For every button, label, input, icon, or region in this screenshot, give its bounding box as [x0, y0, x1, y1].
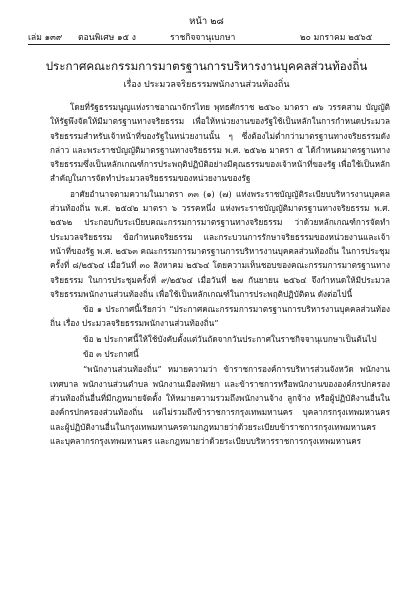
header-divider — [28, 44, 390, 45]
announcement-body — [50, 100, 390, 449]
definition-paragraph: “พนักงานส่วนท้องถิ่น” หมายความว่า ข้าราชการองค์การบริหารส่วนจังหวัด พนักงานเทศบาล พนักงานส่วนตำบล พนักงานเมืองพัทยา และข้าราชการหรือพนักงานขององค์กรปกครองส่วนท้องถิ่นอื่นที่มีกฎหมายจัดตั้ง ให้หมายความรวมถึงพนักงานจ้าง ลูกจ้าง หรือผู้ปฏิบัติงานอื่นในองค์กรปกครองส่วนท้องถิ่น แต่ไม่รวมถึงข้าราชการกรุงเทพมหานคร บุคลากรกรุงเทพมหานครและผู้ปฏิบัติงานอื่นในกรุงเทพมหานครตามกฎหมายว่าด้วยระเบียบข้าราชการกรุงเทพมหานครและบุคลากรกรุงเทพมหานคร และกฎหมายว่าด้วยระเบียบบริหารราชการกรุงเทพมหานคร — [50, 364, 390, 446]
issue-number: ตอนพิเศษ ๑๕ ง — [78, 33, 136, 43]
clause-3: ข้อ ๓ ประกาศนี้ — [83, 349, 139, 360]
gazette-name: ราชกิจจานุเบกษา — [170, 33, 236, 43]
authority-paragraph: อาศัยอำนาจตามความในมาตรา ๓๓ (๑) (๗) แห่งพระราชบัญญัติระเบียบบริหารงานบุคคลส่วนท้องถิ่น พ.ศ. ๒๕๔๒ มาตรา ๖ วรรคหนึ่ง แห่งพระราชบัญญัติมาตรฐานทางจริยธรรม พ.ศ. ๒๕๖๒ ประกอบกับระเบียบคณะกรรมการมาตรฐานทางจริยธรรม ว่าด้วยหลักเกณฑ์การจัดทำประมวลจริยธรรม ข้อกำหนดจริยธรรม และกระบวนการรักษาจริยธรรมของหน่วยงานและเจ้าหน้าที่ของรัฐ พ.ศ. ๒๕๖๓ คณะกรรมการมาตรฐานการบริหารงานบุคคลส่วนท้องถิ่น ในการประชุมครั้งที่ ๘/๒๕๖๔ เมื่อวันที่ ๓๐ สิงหาคม ๒๕๖๔ โดยความเห็นชอบของคณะกรรมการมาตรฐานทางจริยธรรม ในการประชุมครั้งที่ ๙/๒๕๖๔ เมื่อวันที่ ๒๗ กันยายน ๒๕๖๔ จึงกำหนดให้มีประมวลจริยธรรมพนักงานส่วนท้องถิ่น เพื่อใช้เป็นหลักเกณฑ์ในการประพฤติปฏิบัติตน ดังต่อไปนี้ — [50, 188, 390, 299]
clause-2: ข้อ ๒ ประกาศนี้ให้ใช้บังคับตั้งแต่วันถัดจากวันประกาศในราชกิจจานุเบกษาเป็นต้นไป — [83, 333, 377, 344]
volume-number: เล่ม ๑๓๙ — [28, 33, 63, 43]
publication-date: ๒๐ มกราคม ๒๕๖๕ — [300, 33, 373, 43]
announcement-subject: เรื่อง ประมวลจริยธรรมพนักงานส่วนท้องถิ่น — [123, 80, 290, 90]
preamble-paragraph: โดยที่รัฐธรรมนูญแห่งราชอาณาจักรไทย พุทธศักราช ๒๕๖๐ มาตรา ๗๖ วรรคสาม บัญญัติให้รัฐพึงจัดให้มีมาตรฐานทางจริยธรรม เพื่อให้หน่วยงานของรัฐใช้เป็นหลักในการกำหนดประมวลจริยธรรมสำหรับเจ้าหน้าที่ของรัฐในหน่วยงานนั้น ๆ ซึ่งต้องไม่ต่ำกว่ามาตรฐานทางจริยธรรมดังกล่าว และพระราชบัญญัติมาตรฐานทางจริยธรรม พ.ศ. ๒๕๖๒ มาตรา ๕ ได้กำหนดมาตรฐานทางจริยธรรมซึ่งเป็นหลักเกณฑ์การประพฤติปฏิบัติอย่างมีคุณธรรมของเจ้าหน้าที่ของรัฐ เพื่อใช้เป็นหลักสำคัญในการจัดทำประมวลจริยธรรมของหน่วยงานของรัฐ — [50, 102, 390, 184]
announcement-title: ประกาศคณะกรรมการมาตรฐานการบริหารงานบุคคลส่วนท้องถิ่น — [45, 59, 368, 73]
clause-1: ข้อ ๑ ประกาศนี้เรียกว่า “ประกาศคณะกรรมการมาตรฐานการบริหารงานบุคคลส่วนท้องถิ่น เรื่อง ประมวลจริยธรรมพนักงานส่วนท้องถิ่น” — [50, 304, 390, 329]
page-number: หน้า ๒๘ — [189, 16, 224, 27]
